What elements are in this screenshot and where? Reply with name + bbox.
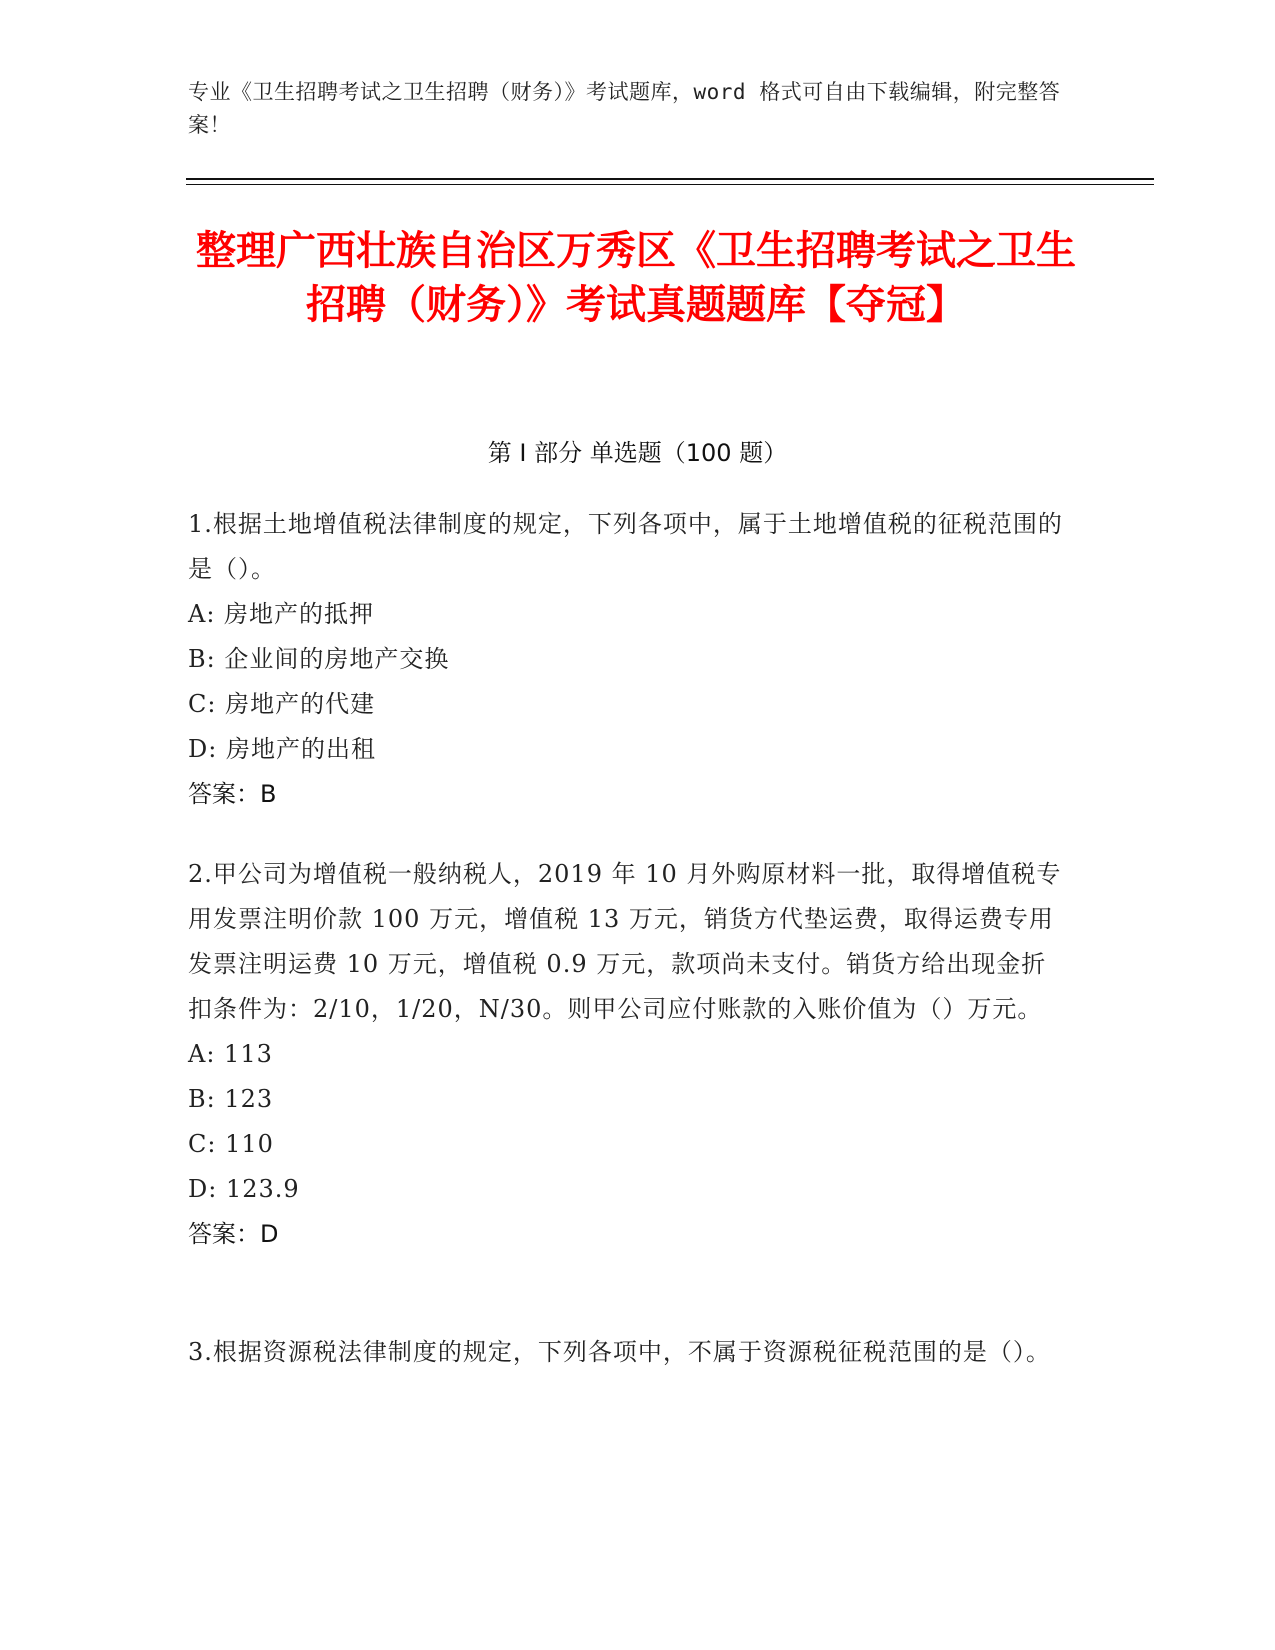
document-title: 整理广西壮族自治区万秀区《卫生招聘考试之卫生招聘（财务）》考试真题题库【夺冠】: [196, 228, 1076, 328]
header-note: 专业《卫生招聘考试之卫生招聘（财务）》考试题库，word 格式可自由下载编辑，附完整答案！: [188, 80, 1061, 137]
option-a: A: 113: [188, 1040, 273, 1068]
question-3: [188, 1330, 1068, 1375]
question-stem: 2.甲公司为增值税一般纳税人，2019 年 10 月外购原材料一批，取得增值税专用发票注明价款 100 万元，增值税 13 万元，销货方代垫运费，取得运费专用发票注明运费 10 万元，增值税 0.9 万元，款项尚未支付。销货方给出现金折扣条件为：2/10，1/20，N/30。则甲公司应付账款的入账价值为（）万元。: [188, 860, 1062, 1023]
option-c: C: 110: [188, 1130, 274, 1158]
option-b: B: 企业间的房地产交换: [188, 645, 450, 673]
answer: 答案：D: [188, 1220, 279, 1248]
header-divider-thin: [186, 184, 1154, 185]
option-b: B: 123: [188, 1085, 274, 1113]
header-divider-thick: [186, 178, 1154, 180]
option-d: D: 123.9: [188, 1175, 300, 1203]
answer: 答案：B: [188, 780, 277, 808]
option-d: D: 房地产的出租: [188, 735, 376, 763]
option-c: C: 房地产的代建: [188, 690, 376, 718]
option-a: A: 房地产的抵押: [188, 600, 375, 628]
section-heading: 第 I 部分 单选题（100 题）: [487, 439, 788, 467]
question-stem: 1.根据土地增值税法律制度的规定，下列各项中，属于土地增值税的征税范围的是（）。: [188, 510, 1063, 583]
question-stem: 3.根据资源税法律制度的规定，下列各项中，不属于资源税征税范围的是（）。: [188, 1338, 1051, 1366]
question-2: [188, 852, 1068, 1257]
question-1: [188, 502, 1068, 817]
